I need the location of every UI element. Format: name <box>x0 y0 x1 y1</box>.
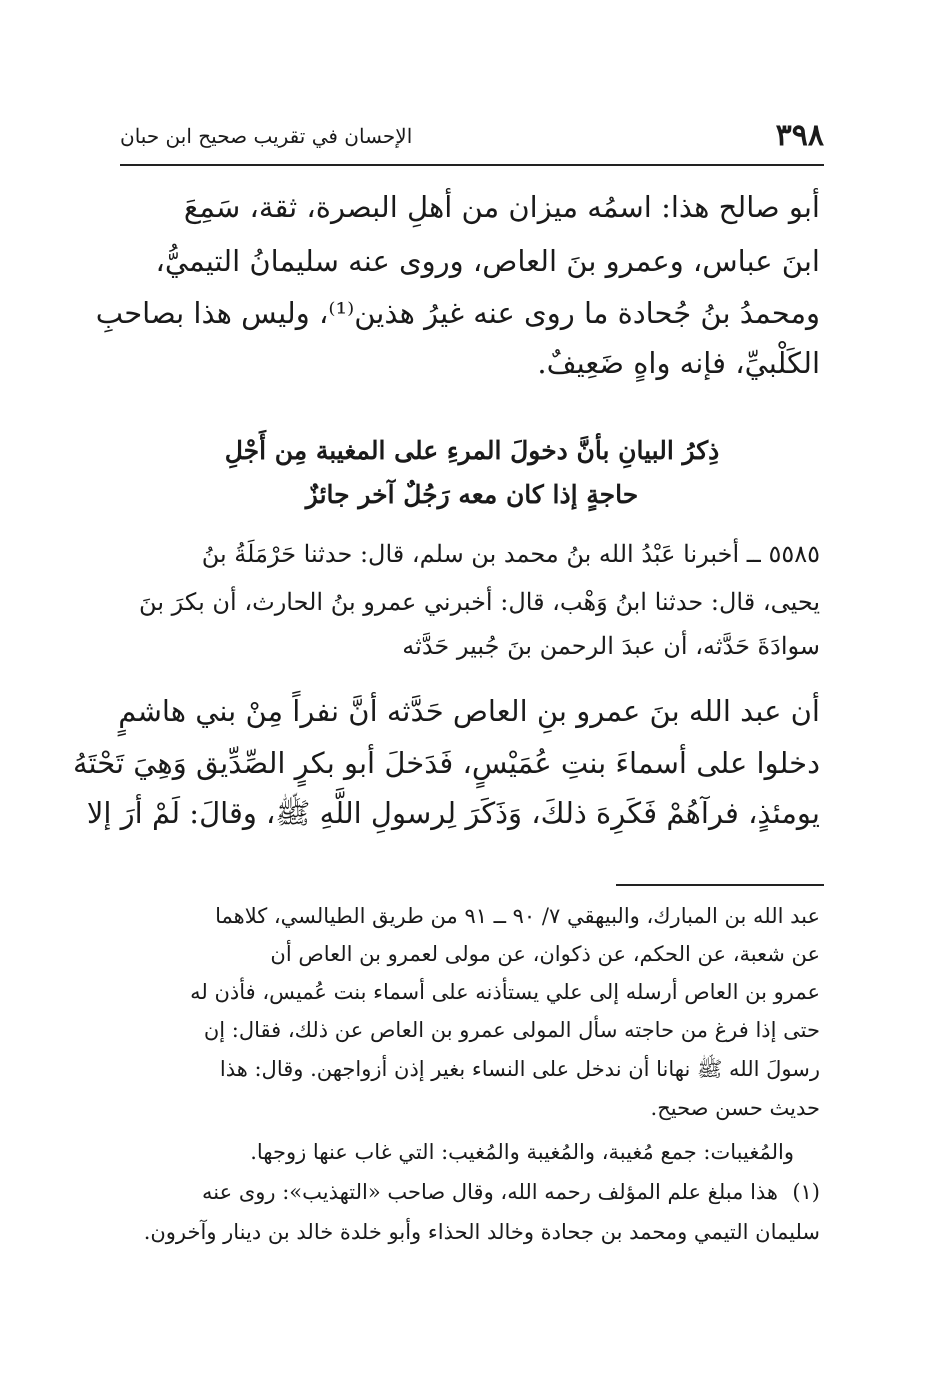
isnad-line: سوادَةَ حَدَّثه، أن عبدَ الرحمن بنَ جُبير حَدَّثه <box>402 632 820 660</box>
isnad-line: يحيى، قال: حدثنا ابنُ وَهْب، قال: أخبرني عمرو بنُ الحارث، أن بكرَ بنَ <box>139 588 820 616</box>
running-title: الإحسان في تقريب صحيح ابن حبان <box>120 124 413 148</box>
chapter-heading-line: ذِكرُ البيانِ بأنَّ دخولَ المرءِ على المغيبة مِن أَجْلِ <box>224 436 720 465</box>
glossary-note: والمُغيبات: جمع مُغيبة، والمُغيبة والمُغيب: التي غاب عنها زوجها. <box>250 1140 794 1164</box>
page-header <box>120 118 824 162</box>
footnote-line: هذا مبلغ علم المؤلف رحمه الله، وقال صاحب «التهذيب»: روى عنه <box>202 1180 778 1204</box>
footnote-line: سليمان التيمي ومحمد بن جحادة وخالد الحذاء وأبو خلدة خالد بن دينار وآخرون. <box>143 1220 820 1244</box>
footnote-marker: (١) <box>792 1180 820 1204</box>
header-rule <box>120 164 824 166</box>
footnote-line: عبد الله بن المبارك، والبيهقي ٧/ ٩٠ ــ ٩١ من طريق الطيالسي، كلاهما <box>215 904 820 928</box>
footnote-separator <box>616 884 824 886</box>
footnote-line: عمرو بن العاص أرسله إلى علي يستأذنه على أسماء بنت عُميس، فأذن له <box>190 980 820 1004</box>
footnote-line: حتى إذا فرغ من حاجته سأل المولى عمرو بن العاص عن ذلك، فقال: إن <box>203 1018 820 1042</box>
matn-line: يومئذٍ، فرآهُمْ فَكَرِهَ ذلكَ، وَذَكَرَ لِرسولِ اللَّهِ ﷺ، وقالَ: لَمْ أرَ إلا <box>86 796 820 830</box>
footnote-line: حديث حسن صحيح. <box>650 1096 820 1120</box>
page-number: ٣٩٨ <box>775 118 824 153</box>
isnad-line: ٥٥٨٥ ــ أخبرنا عَبْدُ الله بنُ محمد بن سلم، قال: حدثنا حَرْمَلَةُ بنُ <box>201 540 820 568</box>
chapter-heading-line: حاجةٍ إذا كان معه رَجُلٌ آخر جائزٌ <box>305 480 639 509</box>
intro-line: ابنَ عباس، وعمرو بنَ العاص، وروى عنه سليمانُ التيميُّ، <box>155 244 820 278</box>
footnote-line: رسولَ الله ﷺ نهانا أن ندخل على النساء بغير إذن أزواجهن. وقال: هذا <box>219 1057 820 1081</box>
matn-line: دخلوا على أسماءَ بنتِ عُمَيْسٍ، فَدَخلَ أبو بكرٍ الصِّدِّيق وَهِيَ تَحْتَهُ <box>72 746 820 780</box>
footnote-line: عن شعبة، عن الحكم، عن ذكوان، عن مولى لعمرو بن العاص أن <box>270 942 820 966</box>
intro-line: أبو صالح هذا: اسمُه ميزان من أهلِ البصرة، ثقة، سَمِعَ <box>183 190 820 224</box>
intro-line: ومحمدُ بنُ جُحادة ما روى عنه غيرُ هذين⁽¹⁾، وليس هذا بصاحبِ <box>95 296 820 330</box>
intro-line: الكَلْبيِّ، فإنه واهٍ ضَعِيفٌ. <box>537 346 820 380</box>
matn-line: أن عبد الله بنَ عمرو بنِ العاص حَدَّثه أنَّ نفراً مِنْ بني هاشمٍ <box>118 694 820 728</box>
